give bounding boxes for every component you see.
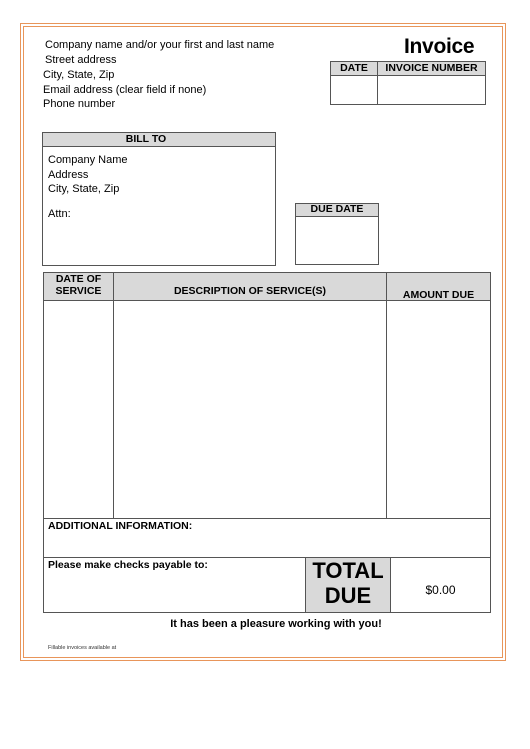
sender-street[interactable]: Street address xyxy=(45,54,117,66)
due-date-field[interactable] xyxy=(296,217,378,264)
bill-to-header-rule xyxy=(42,146,276,147)
date-of-service-field[interactable] xyxy=(44,301,113,517)
date-of-service-header-line2: SERVICE xyxy=(55,285,102,297)
sender-phone[interactable]: Phone number xyxy=(43,98,116,110)
footer-note: Fillable invoices available at xyxy=(48,645,117,651)
total-label-line2: DUE xyxy=(324,583,372,608)
date-field[interactable] xyxy=(331,76,376,104)
description-field[interactable] xyxy=(114,301,386,517)
checks-payable-field[interactable] xyxy=(44,573,304,611)
date-of-service-header-line1: DATE OF xyxy=(55,273,102,285)
amount-due-field[interactable] xyxy=(387,301,490,517)
total-amount: $0.00 xyxy=(425,583,456,597)
bill-to-address[interactable]: Address xyxy=(48,169,89,181)
date-header: DATE xyxy=(340,62,368,74)
closing-message: It has been a pleasure working with you! xyxy=(170,618,382,630)
invoice-number-field[interactable] xyxy=(378,76,485,104)
bill-to-city[interactable]: City, State, Zip xyxy=(48,183,120,195)
amount-due-header: AMOUNT DUE xyxy=(402,289,475,301)
sender-email[interactable]: Email address (clear field if none) xyxy=(43,84,207,96)
invoice-number-header: INVOICE NUMBER xyxy=(385,62,478,74)
total-label-line1: TOTAL xyxy=(312,558,384,583)
description-header: DESCRIPTION OF SERVICE(S) xyxy=(173,285,327,297)
invoice-title: Invoice xyxy=(404,35,475,58)
due-date-header: DUE DATE xyxy=(310,203,364,215)
sender-name[interactable]: Company name and/or your first and last name xyxy=(45,39,275,51)
additional-info-field[interactable] xyxy=(44,534,490,556)
bill-to-attn[interactable]: Attn: xyxy=(48,208,71,220)
bill-to-header: BILL TO xyxy=(125,133,167,145)
sender-city[interactable]: City, State, Zip xyxy=(43,69,115,81)
checks-payable-label: Please make checks payable to: xyxy=(48,559,208,571)
bill-to-company[interactable]: Company Name xyxy=(48,154,128,166)
additional-info-label: ADDITIONAL INFORMATION: xyxy=(48,520,193,532)
